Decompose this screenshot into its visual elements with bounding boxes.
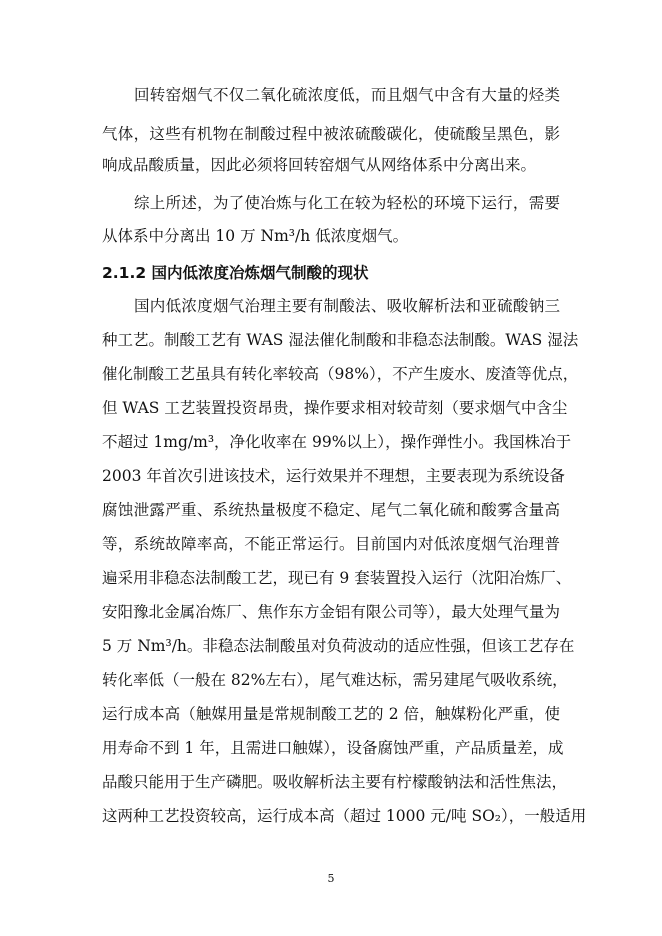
paragraph-3-line-2: 种工艺。制酸工艺有 WAS 湿法催化制酸和非稳态法制酸。WAS 湿法	[102, 331, 579, 349]
paragraph-3-line-5: 不超过 1mg/m³，净化收率在 99%以上），操作弹性小。我国株冶于	[102, 433, 572, 451]
paragraph-3-line-3: 催化制酸工艺虽具有转化率较高（98%），不产生废水、废渣等优点，	[102, 365, 579, 383]
paragraph-1-line-1: 回转窑烟气不仅二氧化硫浓度低，而且烟气中含有大量的烃类	[134, 86, 560, 104]
paragraph-3-line-8: 等，系统故障率高，不能正常运行。目前国内对低浓度烟气治理普	[102, 535, 560, 553]
page-number: 5	[327, 872, 335, 885]
paragraph-3-line-1: 国内低浓度烟气治理主要有制酸法、吸收解析法和亚硫酸钠三	[134, 297, 560, 315]
paragraph-3-line-12: 转化率低（一般在 82%左右），尾气难达标，需另建尾气吸收系统，	[102, 671, 568, 689]
paragraph-3-line-4: 但 WAS 工艺装置投资昂贵，操作要求相对较苛刻（要求烟气中含尘	[102, 399, 568, 417]
paragraph-3-line-14: 用寿命不到 1 年，且需进口触媒），设备腐蚀严重，产品质量差，成	[102, 739, 564, 757]
paragraph-3-line-13: 运行成本高（触媒用量是常规制酸工艺的 2 倍，触媒粉化严重，使	[102, 705, 560, 723]
paragraph-3-line-16: 这两种工艺投资较高，运行成本高（超过 1000 元/吨 SO₂），一般适用	[102, 807, 587, 825]
paragraph-3-line-11: 5 万 Nm³/h。非稳态法制酸虽对负荷波动的适应性强，但该工艺存在	[102, 637, 575, 655]
paragraph-2-line-1: 综上所述，为了使冶炼与化工在较为轻松的环境下运行，需要	[134, 194, 560, 212]
section-heading: 2.1.2 国内低浓度冶炼烟气制酸的现状	[102, 264, 369, 282]
paragraph-3-line-7: 腐蚀泄露严重、系统热量极度不稳定、尾气二氧化硫和酸雾含量高	[102, 501, 560, 519]
paragraph-1-line-3: 响成品酸质量，因此必须将回转窑烟气从网络体系中分离出来。	[102, 156, 537, 174]
paragraph-3-line-10: 安阳豫北金属冶炼厂、焦作东方金铝有限公司等），最大处理气量为	[102, 603, 560, 621]
paragraph-3-line-15: 品酸只能用于生产磷肥。吸收解析法主要有柠檬酸钠法和活性焦法，	[102, 773, 568, 791]
paragraph-3-line-6: 2003 年首次引进该技术，运行效果并不理想，主要表现为系统设备	[102, 467, 565, 485]
paragraph-3-line-9: 遍采用非稳态法制酸工艺，现已有 9 套装置投入运行（沈阳冶炼厂、	[102, 569, 572, 587]
paragraph-2-line-2: 从体系中分离出 10 万 Nm³/h 低浓度烟气。	[102, 227, 409, 245]
paragraph-1-line-2: 气体，这些有机物在制酸过程中被浓硫酸碳化，使硫酸呈黑色，影	[102, 125, 560, 143]
